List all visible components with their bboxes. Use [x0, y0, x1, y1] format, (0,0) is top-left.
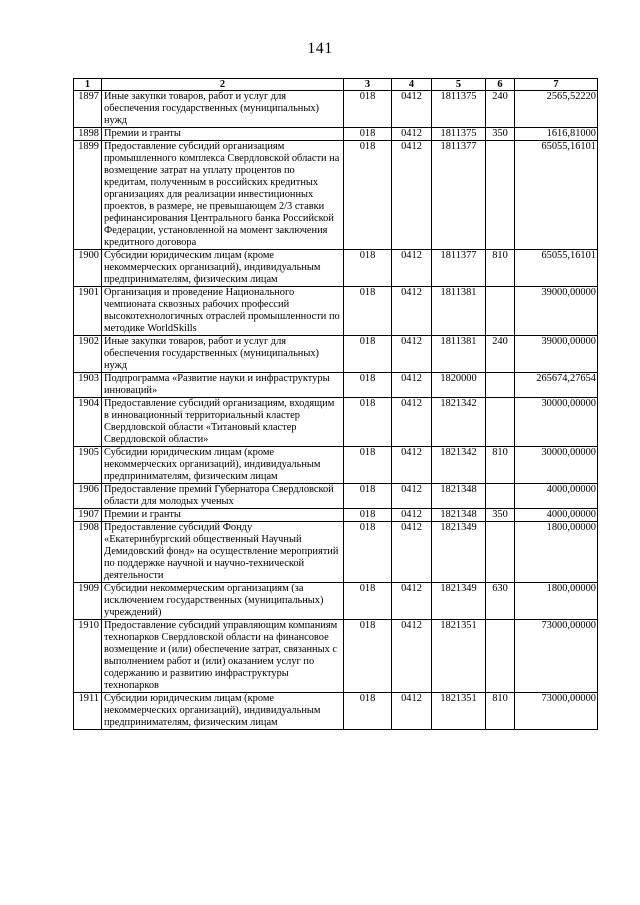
row-name: Субсидии юридическим лицам (кроме некоммерческих организаций), индивидуальным предпринимателям, физическим лицам — [102, 693, 344, 730]
table-row — [74, 336, 598, 373]
row-number: 1911 — [74, 693, 102, 730]
table-row — [74, 128, 598, 141]
row-name: Субсидии юридическим лицам (кроме некоммерческих организаций), индивидуальным предпринимателям, физическим лицам — [102, 447, 344, 484]
row-number: 1899 — [74, 141, 102, 250]
row-admin-code: 018 — [344, 620, 392, 693]
table-header — [74, 79, 598, 91]
row-number: 1907 — [74, 509, 102, 522]
row-section-code: 0412 — [392, 141, 432, 250]
row-name: Предоставление субсидий организациям, входящим в инновационный территориальный кластер Свердловской области «Титановый кластер Свердловской области» — [102, 398, 344, 447]
row-expense-type — [486, 620, 515, 693]
row-number: 1908 — [74, 522, 102, 583]
row-target-code: 1821351 — [432, 693, 486, 730]
row-target-code: 1811375 — [432, 128, 486, 141]
row-expense-type — [486, 522, 515, 583]
row-section-code: 0412 — [392, 583, 432, 620]
row-admin-code: 018 — [344, 287, 392, 336]
row-name: Иные закупки товаров, работ и услуг для обеспечения государственных (муниципальных) нужд — [102, 336, 344, 373]
row-amount: 4000,00000 — [515, 509, 598, 522]
row-name: Предоставление субсидий управляющим компаниям технопарков Свердловской области на финансовое возмещение и (или) обеспечение затрат, связанных с выполнением работ и (или) оказанием услуг по содержанию и развитию инфраструктуры технопарков — [102, 620, 344, 693]
row-section-code: 0412 — [392, 398, 432, 447]
row-target-code: 1821342 — [432, 398, 486, 447]
row-expense-type — [486, 373, 515, 398]
row-amount: 73000,00000 — [515, 693, 598, 730]
row-target-code: 1821349 — [432, 583, 486, 620]
row-number: 1898 — [74, 128, 102, 141]
row-target-code: 1821348 — [432, 484, 486, 509]
row-section-code: 0412 — [392, 128, 432, 141]
row-number: 1897 — [74, 91, 102, 128]
column-header: 6 — [486, 79, 515, 91]
column-header: 4 — [392, 79, 432, 91]
table-row — [74, 141, 598, 250]
row-section-code: 0412 — [392, 620, 432, 693]
row-target-code: 1811375 — [432, 91, 486, 128]
row-name: Премии и гранты — [102, 128, 344, 141]
row-number: 1903 — [74, 373, 102, 398]
row-admin-code: 018 — [344, 583, 392, 620]
row-section-code: 0412 — [392, 522, 432, 583]
table-row — [74, 373, 598, 398]
table-row — [74, 693, 598, 730]
row-number: 1901 — [74, 287, 102, 336]
row-section-code: 0412 — [392, 336, 432, 373]
row-target-code: 1820000 — [432, 373, 486, 398]
row-amount: 65055,16101 — [515, 141, 598, 250]
row-admin-code: 018 — [344, 398, 392, 447]
row-section-code: 0412 — [392, 91, 432, 128]
row-expense-type: 630 — [486, 583, 515, 620]
row-amount: 30000,00000 — [515, 398, 598, 447]
row-section-code: 0412 — [392, 693, 432, 730]
row-admin-code: 018 — [344, 336, 392, 373]
row-number: 1904 — [74, 398, 102, 447]
table-row — [74, 509, 598, 522]
row-admin-code: 018 — [344, 484, 392, 509]
row-number: 1902 — [74, 336, 102, 373]
row-expense-type — [486, 398, 515, 447]
row-section-code: 0412 — [392, 250, 432, 287]
row-amount: 2565,52220 — [515, 91, 598, 128]
row-amount: 265674,27654 — [515, 373, 598, 398]
row-amount: 73000,00000 — [515, 620, 598, 693]
row-number: 1909 — [74, 583, 102, 620]
row-admin-code: 018 — [344, 250, 392, 287]
row-amount: 30000,00000 — [515, 447, 598, 484]
row-expense-type: 810 — [486, 693, 515, 730]
row-target-code: 1821342 — [432, 447, 486, 484]
row-expense-type: 240 — [486, 336, 515, 373]
row-admin-code: 018 — [344, 141, 392, 250]
row-amount: 39000,00000 — [515, 287, 598, 336]
row-name: Премии и гранты — [102, 509, 344, 522]
table-row — [74, 287, 598, 336]
row-admin-code: 018 — [344, 509, 392, 522]
row-section-code: 0412 — [392, 484, 432, 509]
row-target-code: 1811377 — [432, 250, 486, 287]
column-header: 3 — [344, 79, 392, 91]
row-expense-type: 350 — [486, 128, 515, 141]
table-row — [74, 484, 598, 509]
row-name: Предоставление субсидий организациям промышленного комплекса Свердловской области на возмещение затрат на уплату процентов по кредитам, полученным в российских кредитных организациях для реализации инвестиционных проектов, в размере, не превышающем 2/3 ставки рефинансирования Центрального банка Российской Федерации, установленной на момент заключения кредитного договора — [102, 141, 344, 250]
row-expense-type — [486, 287, 515, 336]
table-body — [74, 91, 598, 730]
row-number: 1910 — [74, 620, 102, 693]
table-row — [74, 522, 598, 583]
row-number: 1905 — [74, 447, 102, 484]
row-name: Иные закупки товаров, работ и услуг для обеспечения государственных (муниципальных) нужд — [102, 91, 344, 128]
row-section-code: 0412 — [392, 447, 432, 484]
row-target-code: 1821349 — [432, 522, 486, 583]
row-amount: 39000,00000 — [515, 336, 598, 373]
column-header: 2 — [102, 79, 344, 91]
row-section-code: 0412 — [392, 373, 432, 398]
row-name: Субсидии юридическим лицам (кроме некоммерческих организаций), индивидуальным предпринимателям, физическим лицам — [102, 250, 344, 287]
table-row — [74, 447, 598, 484]
page-number: 141 — [307, 40, 333, 57]
table-row — [74, 398, 598, 447]
row-amount: 65055,16101 — [515, 250, 598, 287]
row-expense-type: 240 — [486, 91, 515, 128]
row-name: Предоставление премий Губернатора Свердловской области для молодых ученых — [102, 484, 344, 509]
row-expense-type: 810 — [486, 250, 515, 287]
column-header: 5 — [432, 79, 486, 91]
row-amount: 4000,00000 — [515, 484, 598, 509]
row-amount: 1800,00000 — [515, 583, 598, 620]
row-target-code: 1821348 — [432, 509, 486, 522]
row-section-code: 0412 — [392, 287, 432, 336]
row-name: Субсидии некоммерческим организациям (за исключением государственных (муниципальных) учреждений) — [102, 583, 344, 620]
column-header: 7 — [515, 79, 598, 91]
row-expense-type — [486, 141, 515, 250]
row-admin-code: 018 — [344, 373, 392, 398]
row-target-code: 1821351 — [432, 620, 486, 693]
row-number: 1900 — [74, 250, 102, 287]
row-target-code: 1811377 — [432, 141, 486, 250]
row-name: Подпрограмма «Развитие науки и инфраструктуры инноваций» — [102, 373, 344, 398]
table-row — [74, 583, 598, 620]
table-row — [74, 91, 598, 128]
header-row — [74, 79, 598, 91]
row-expense-type: 810 — [486, 447, 515, 484]
row-admin-code: 018 — [344, 693, 392, 730]
table-row — [74, 250, 598, 287]
row-admin-code: 018 — [344, 447, 392, 484]
row-admin-code: 018 — [344, 91, 392, 128]
row-number: 1906 — [74, 484, 102, 509]
row-expense-type: 350 — [486, 509, 515, 522]
row-name: Организация и проведение Национального чемпионата сквозных рабочих профессий высокотехнологичных отраслей промышленности по методике WorldSkills — [102, 287, 344, 336]
table-row — [74, 620, 598, 693]
row-amount: 1800,00000 — [515, 522, 598, 583]
column-header: 1 — [74, 79, 102, 91]
row-target-code: 1811381 — [432, 287, 486, 336]
row-expense-type — [486, 484, 515, 509]
row-section-code: 0412 — [392, 509, 432, 522]
row-amount: 1616,81000 — [515, 128, 598, 141]
budget-table — [73, 78, 598, 730]
row-admin-code: 018 — [344, 522, 392, 583]
row-admin-code: 018 — [344, 128, 392, 141]
row-target-code: 1811381 — [432, 336, 486, 373]
row-name: Предоставление субсидий Фонду «Екатеринбургский общественный Научный Демидовский фонд» на осуществление мероприятий по поддержке научной и научно-технической деятельности — [102, 522, 344, 583]
